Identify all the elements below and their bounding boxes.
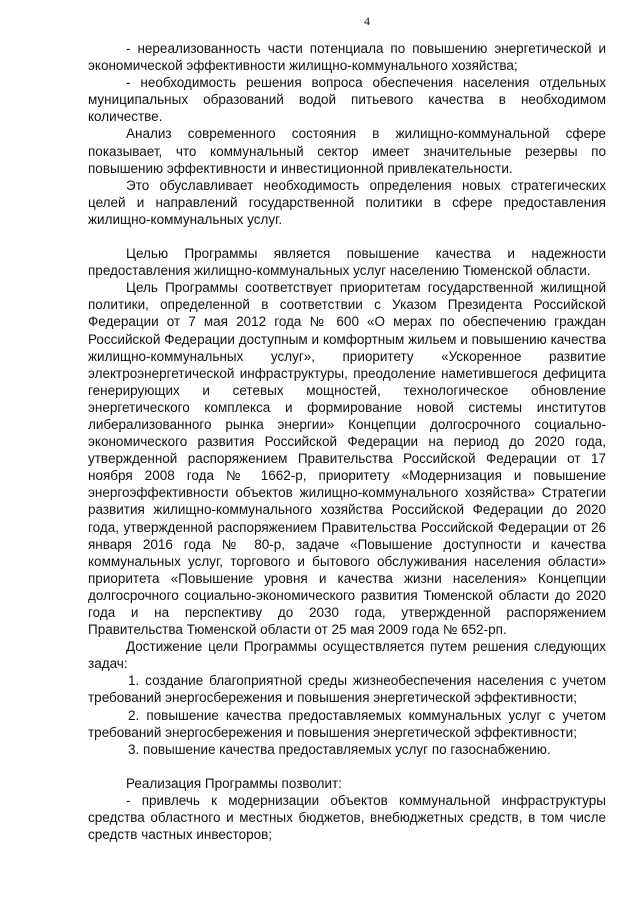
list-item-task-3: 3. повышение качества предоставляемых услуг по газоснабжению.	[128, 741, 551, 757]
paragraph-program-outcomes-intro: Реализация Программы позволит:	[126, 775, 342, 791]
list-item-task-2: 2. повышение качества предоставляемых коммунальных услуг с учетом требований энергосбережения и повышения энергетической эффективности;	[88, 707, 606, 740]
page-number: 4	[364, 14, 370, 28]
paragraph-current-state-analysis: Анализ современного состояния в жилищно-коммунальной сфере показывает, что коммунальный сектор имеет значительные резервы по повышению эффективности и инвестиционной привлекательности.	[88, 126, 606, 176]
paragraph-need-new-goals: Это обуславливает необходимость определения новых стратегических целей и направлений государственной политики в сфере предоставления жилищно-коммунальных услуг.	[88, 177, 606, 227]
list-item-attract-funding: - привлечь к модернизации объектов коммунальной инфраструктуры средства областного и местных бюджетов, внебюджетных средств, в том числе средств частных инвесторов;	[88, 792, 606, 843]
paragraph-program-goal: Целью Программы является повышение качества и надежности предоставления жилищно-коммунальных услуг населению Тюменской области.	[88, 246, 606, 279]
list-item-task-1: 1. создание благоприятной среды жизнеобеспечения населения с учетом требований энергосбережения и повышения энергетической эффективности;	[88, 673, 606, 706]
paragraph-shortcoming-energy-efficiency: - нереализованность части потенциала по повышению энергетической и экономической эффективности жилищно-коммунального хозяйства;	[88, 41, 606, 74]
paragraph-goal-priorities: Цель Программы соответствует приоритетам государственной жилищной политики, определенной в соответствии с Указом Президента Российской Федерации от 7 мая 2012 года № 600 «О мерах по обеспечению граждан Российской Федерации доступным и комфортным жильем и повышению качества жилищно-коммунальных услуг», приоритету «Ускоренное развитие электроэнергетической инфраструктуры, преодоление наметившегося дефицита генерирующих и сетевых мощностей, технологическое обновление энергетического комплекса и формирование новой системы институтов либерализованного рынка энергии» Концепции долгосрочного социально-экономического развития Российской Федерации на период до 2020 года, утвержденной распоряжением Правительства Российской Федерации от 17 ноября 2008 года № 1662-р, приоритету «Модернизация и повышение энергоэффективности объектов жилищно-коммунального хозяйства» Стратегии развития жилищно-коммунального хозяйства Российской Федерации до 2020 года, утвержденной распоряжением Правительства Российской Федерации от 26 января 2016 года № 80-р, задаче «Повышение доступности и качества коммунальных услуг, торгового и бытового обслуживания населения области» приоритета «Повышение уровня и качества жизни населения» Концепции долгосрочного социально-экономического развития Тюменской области до 2020 года и на перспективу до 2030 года, утвержденной распоряжением Правительства Тюменской области от 25 мая 2009 года № 652-рп.	[88, 280, 606, 638]
paragraph-tasks-intro: Достижение цели Программы осуществляется путем решения следующих задач:	[88, 639, 606, 672]
paragraph-shortcoming-drinking-water: - необходимость решения вопроса обеспечения населения отдельных муниципальных образований водой питьевого качества в необходимом количестве.	[88, 75, 606, 125]
section-gap	[88, 228, 606, 245]
section-gap	[88, 758, 606, 775]
